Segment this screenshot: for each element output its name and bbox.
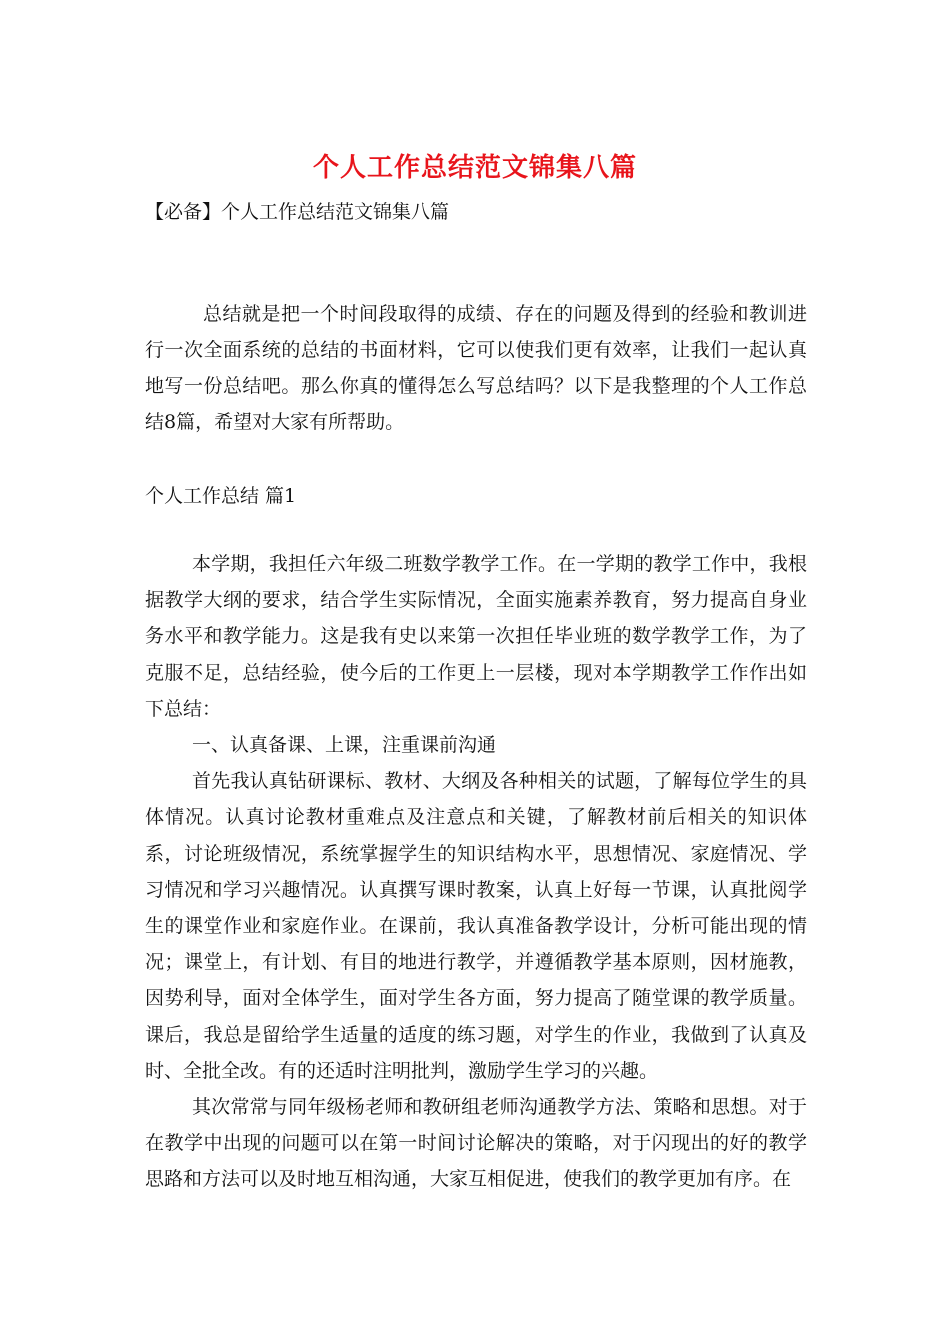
- body-subheading: 一、认真备课、上课，注重课前沟通: [192, 734, 497, 757]
- body-paragraph-1: 本学期，我担任六年级二班数学教学工作。在一学期的教学工作中，我根据教学大纲的要求，结合学生实际情况，全面实施素养教育，努力提高自身业务水平和教学能力。这是我有史以来第一次担任毕业班的数学教学工作，为了克服不足，总结经验，使今后的工作更上一层楼，现对本学期教学工作作出如下总结：: [145, 553, 807, 720]
- document-title: 个人工作总结范文锦集八篇: [312, 153, 637, 183]
- section-body: [145, 546, 807, 1198]
- section-heading: 个人工作总结 篇1: [145, 485, 297, 507]
- body-paragraph-3: 其次常常与同年级杨老师和教研组老师沟通教学方法、策略和思想。对于在教学中出现的问题可以在第一时间讨论解决的策略，对于闪现出的好的教学思路和方法可以及时地互相沟通，大家互相促进，使我们的教学更加有序。在: [145, 1096, 807, 1191]
- intro-paragraph: 总结就是把一个时间段取得的成绩、存在的问题及得到的经验和教训进行一次全面系统的总结的书面材料，它可以使我们更有效率，让我们一起认真地写一份总结吧。那么你真的懂得怎么写总结吗？以下是我整理的个人工作总结8篇，希望对大家有所帮助。: [145, 303, 807, 433]
- document-subtitle: 【必备】个人工作总结范文锦集八篇: [145, 201, 450, 223]
- body-paragraph-2: 首先我认真钻研课标、教材、大纲及各种相关的试题，了解每位学生的具体情况。认真讨论教材重难点及注意点和关键，了解教材前后相关的知识体系，讨论班级情况，系统掌握学生的知识结构水平，思想情况、家庭情况、学习情况和学习兴趣情况。认真撰写课时教案，认真上好每一节课，认真批阅学生的课堂作业和家庭作业。在课前，我认真准备教学设计，分析可能出现的情况；课堂上，有计划、有目的地进行教学，并遵循教学基本原则，因材施教，因势利导，面对全体学生，面对学生各方面，努力提高了随堂课的教学质量。课后，我总是留给学生适量的适度的练习题，对学生的作业，我做到了认真及时、全批全改。有的还适时注明批判，激励学生学习的兴趣。: [145, 770, 807, 1082]
